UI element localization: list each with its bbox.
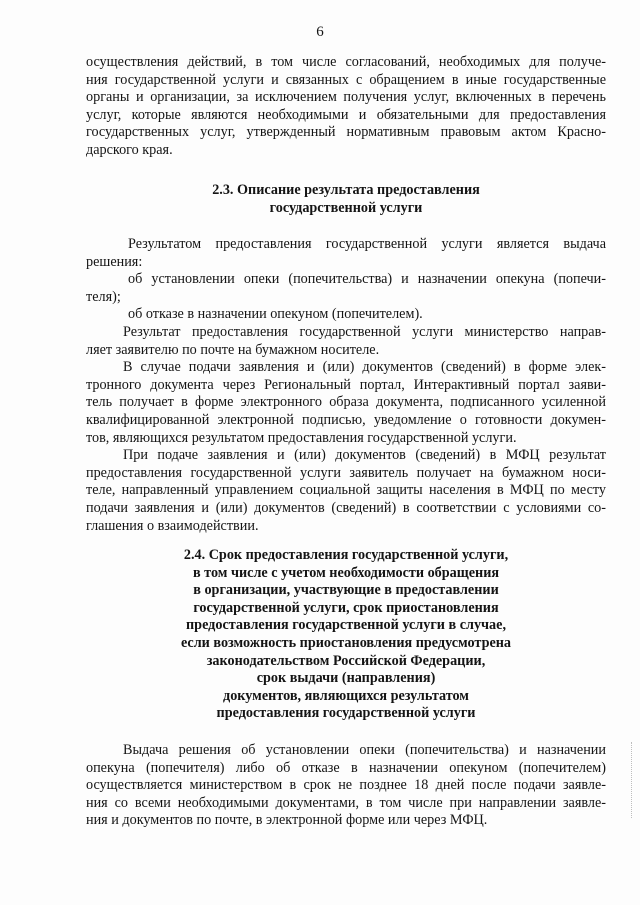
text-line: ния государственной услуги и связанных с обращением в иные государственные	[86, 71, 606, 88]
text-line: тов, являющихся результатом предоставления государственной услуги.	[86, 429, 517, 446]
text-line: решения:	[86, 253, 143, 270]
heading-line: законодательством Российской Федерации,	[206, 652, 486, 669]
heading-line: государственной услуги	[269, 199, 423, 216]
text-line: об установлении опеки (попечительства) и назначении опекуна (попечи-	[128, 271, 606, 288]
text-line: В случае подачи заявления и (или) документов (сведений) в форме элек-	[123, 359, 606, 376]
text-line: При подаче заявления и (или) документов (сведений) в МФЦ результат	[123, 447, 606, 464]
text-line: квалифицированной электронной подписью, уведомление о готовности докумен-	[86, 411, 606, 428]
heading-line: предоставления государственной услуги в случае,	[186, 617, 506, 634]
heading-line: государственной услуги, срок приостановления	[193, 599, 499, 616]
text-line: Результатом предоставления государственной услуги является выдача	[128, 236, 606, 252]
text-line: государственных услуг, утвержденный нормативным правовым актом Красно-	[86, 124, 606, 141]
heading-line: предоставления государственной услуги	[216, 705, 476, 722]
text-line: ния и документов по почте, в электронной форме или через МФЦ.	[86, 812, 488, 829]
section-2-3-body	[86, 236, 606, 535]
heading-line: документов, являющихся результатом	[223, 687, 469, 704]
text-line: подачи заявления и (или) документов (сведений) в соответствии с условиями со-	[86, 499, 606, 516]
text-line: Выдача решения об установлении опеки (попечительства) и назначении	[123, 742, 606, 758]
heading-line: 2.3. Описание результата предоставления	[212, 182, 480, 198]
intro-paragraph	[86, 54, 606, 160]
scan-margin-mark	[628, 742, 632, 818]
section-2-4-body	[86, 742, 606, 830]
text-line: тронного документа через Региональный портал, Интерактивный портал заяви-	[86, 376, 606, 393]
text-line: органы и организации, за исключением получения услуг, включенных в перечень	[86, 89, 606, 106]
heading-line: 2.4. Срок предоставления государственной услуги,	[183, 547, 509, 563]
text-line: об отказе в назначении опекуном (попечителем).	[128, 306, 423, 323]
heading-line: срок выдачи (направления)	[256, 670, 436, 687]
text-line: осуществления действий, в том числе согласований, необходимых для получе-	[86, 54, 606, 70]
heading-line: в том числе с учетом необходимости обращения	[192, 564, 500, 581]
section-2-3-heading	[86, 182, 606, 217]
text-line: опекуна (попечителя) либо об отказе в назначении опекуном (попечителем)	[86, 759, 606, 776]
text-line: тель получает в форме электронного образа документа, подписанного усиленной	[86, 394, 606, 411]
text-line: дарского края.	[86, 141, 173, 158]
text-line: Результат предоставления государственной услуги министерство направ-	[123, 323, 606, 340]
page-number: 6	[316, 24, 324, 40]
text-line: предоставления государственной услуги заявитель получает на бумажном носи-	[86, 464, 606, 481]
text-line: услуг, которые являются необходимыми и обязательными для предоставления	[86, 106, 606, 123]
heading-line: если возможность приостановления предусмотрена	[180, 634, 512, 651]
text-line: ляет заявителю по почте на бумажном носителе.	[86, 341, 380, 358]
section-2-4-heading	[86, 547, 606, 723]
text-line: глашения о взаимодействии.	[86, 517, 259, 534]
text-line: ния со всеми необходимыми документами, в том числе при направлении заявле-	[86, 794, 606, 811]
text-line: осуществляется министерством в срок не позднее 18 дней после подачи заявле-	[86, 777, 606, 794]
heading-line: в организации, участвующие в предоставлении	[193, 582, 499, 599]
text-line: теля);	[86, 288, 121, 305]
text-line: теле, направленный управлением социальной защиты населения в МФЦ по месту	[86, 482, 606, 499]
